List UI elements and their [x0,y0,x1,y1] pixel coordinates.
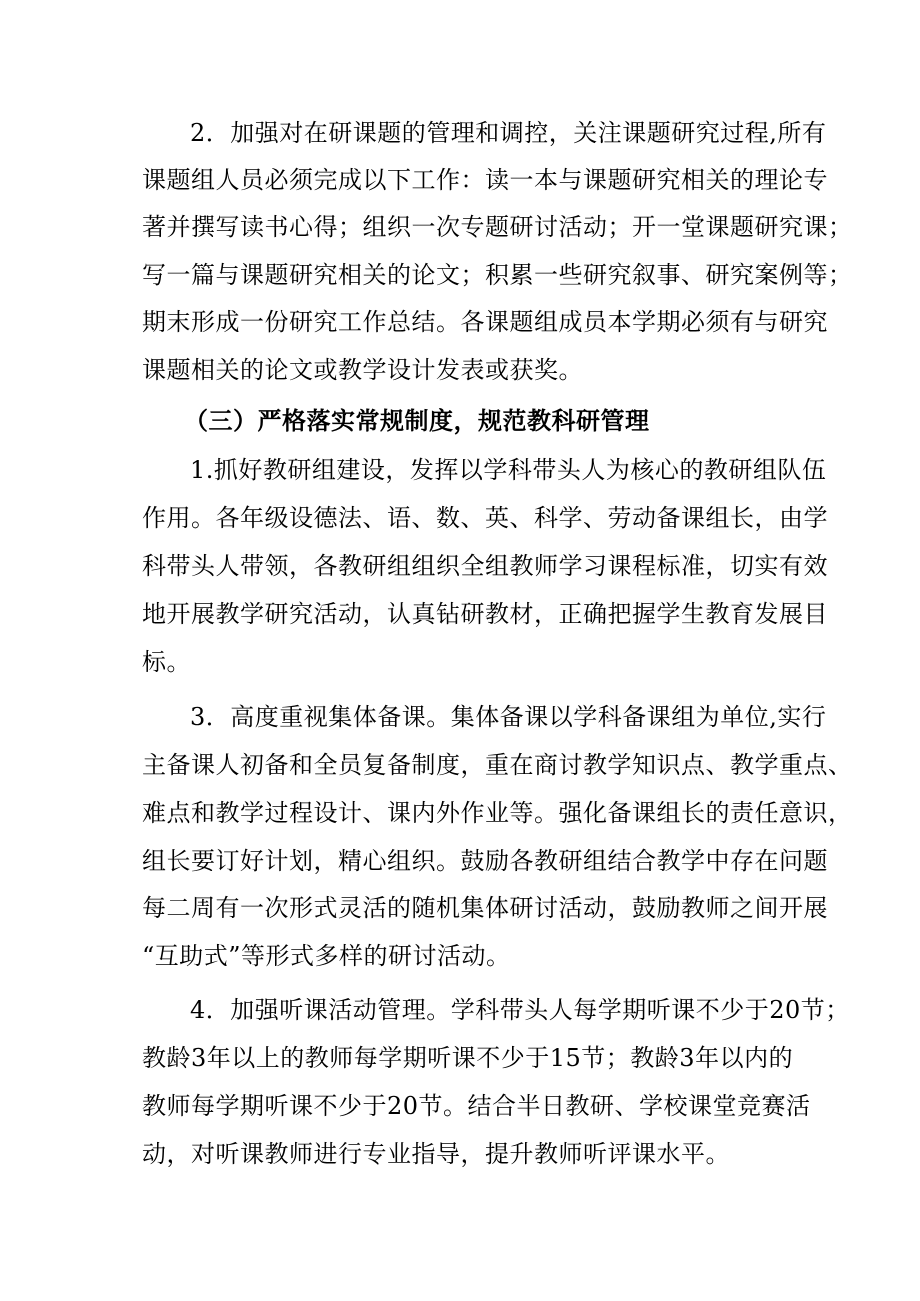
paragraph-1-line-2: 课题组人员必须完成以下工作：读一本与课题研究相关的理论专 [142,166,828,194]
paragraph-3-line-4: 组长要订好计划，精心组织。鼓励各教研组结合教学中存在问题 [142,847,828,875]
section-heading: （三）严格落实常规制度，规范教科研管理 [184,407,650,435]
paragraph-4-line-2: 教龄3年以上的教师每学期听课不少于15节；教龄3年以内的 [142,1044,794,1072]
paragraph-2-line-4: 地开展教学研究活动，认真钻研教材，正确把握学生教育发展目 [142,600,828,628]
paragraph-1-line-3: 著并撰写读书心得；组织一次专题研讨活动；开一堂课题研究课； [142,213,853,241]
paragraph-3-line-2: 主备课人初备和全员复备制度，重在商讨教学知识点、教学重点、 [142,751,853,779]
paragraph-1-line-5: 期末形成一份研究工作总结。各课题组成员本学期必须有与研究 [142,308,828,336]
paragraph-1-line-1: 2．加强对在研课题的管理和调控，关注课题研究过程,所有 [190,119,827,147]
paragraph-2-line-1: 1.抓好教研组建设，发挥以学科带头人为核心的教研组队伍 [190,456,827,484]
paragraph-3-line-6: “互助式”等形式多样的研讨活动。 [142,942,511,970]
paragraph-2-line-3: 科带头人带领，各教研组组织全组教师学习课程标准，切实有效 [142,552,828,580]
paragraph-4-line-3: 教师每学期听课不少于20节。结合半日教研、学校课堂竞赛活 [142,1092,811,1120]
paragraph-1-line-6: 课题相关的论文或教学设计发表或获奖。 [142,356,583,384]
paragraph-3-line-3: 难点和教学过程设计、课内外作业等。强化备课组长的责任意识， [142,799,853,827]
paragraph-2-line-5: 标。 [142,648,191,676]
paragraph-4-line-1: 4．加强听课活动管理。学科带头人每学期听课不少于20节； [190,996,850,1024]
paragraph-2-line-2: 作用。各年级设德法、语、数、英、科学、劳动备课组长，由学 [142,504,828,532]
paragraph-4-line-4: 动，对听课教师进行专业指导，提升教师听评课水平。 [142,1140,730,1168]
paragraph-3-line-5: 每二周有一次形式灵活的随机集体研讨活动，鼓励教师之间开展 [142,894,828,922]
paragraph-3-line-1: 3．高度重视集体备课。集体备课以学科备课组为单位,实行 [190,703,827,731]
paragraph-1-line-4: 写一篇与课题研究相关的论文；积累一些研究叙事、研究案例等； [142,261,853,289]
